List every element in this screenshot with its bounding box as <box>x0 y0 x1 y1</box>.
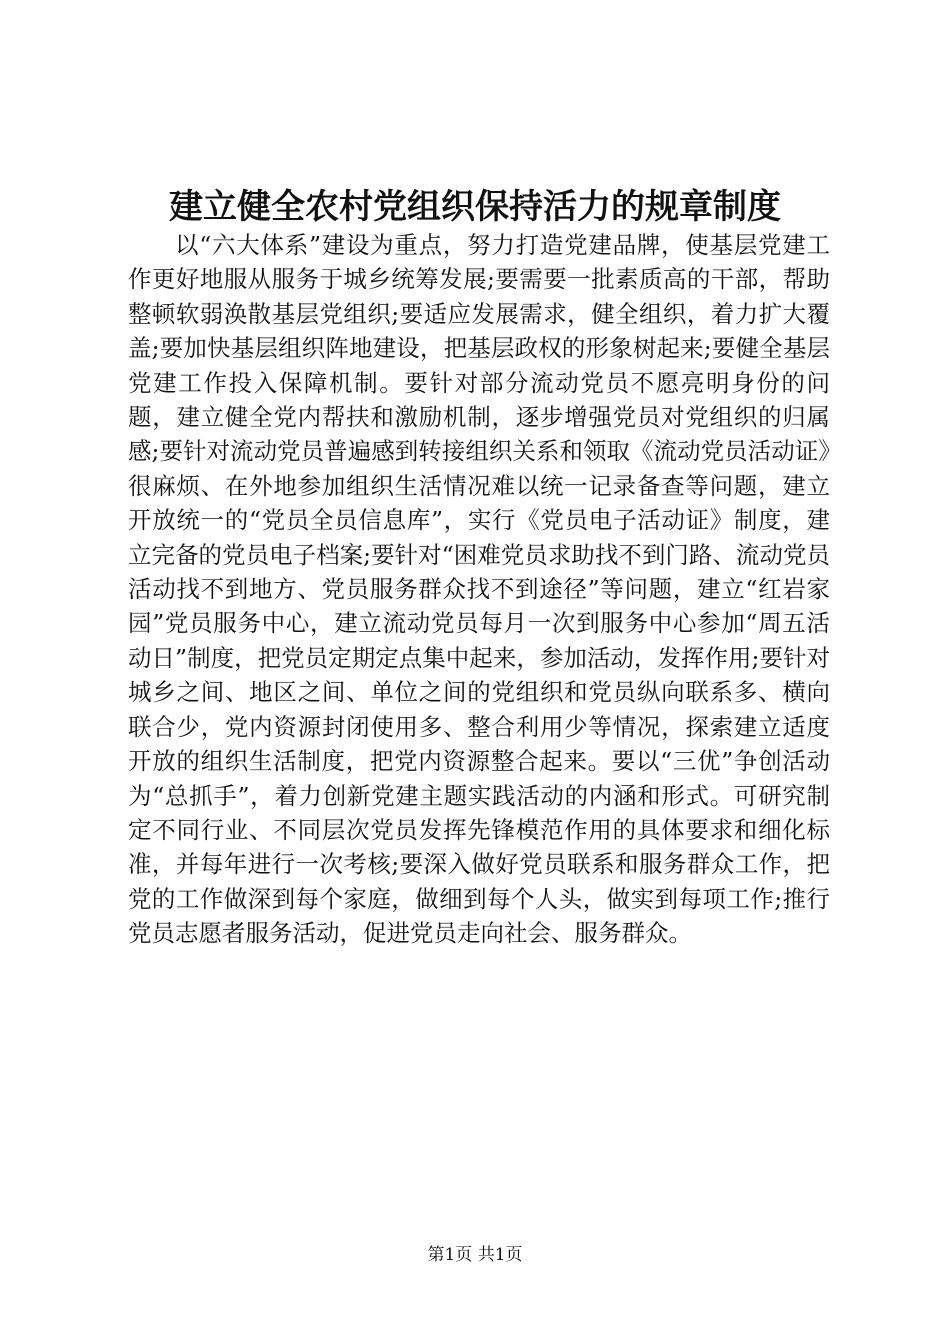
document-body-paragraph: 以“六大体系”建设为重点，努力打造党建品牌，使基层党建工作更好地服从服务于城乡统筹发展;要需要一批素质高的干部，帮助整顿软弱涣散基层党组织;要适应发展需求，健全组织，着力扩大覆盖;要加快基层组织阵地建设，把基层政权的形象树起来;要健全基层党建工作投入保障机制。要针对部分流动党员不愿亮明身份的问题，建立健全党内帮扶和激励机制，逐步增强党员对党组织的归属感;要针对流动党员普遍感到转接组织关系和领取《流动党员活动证》很麻烦、在外地参加组织生活情况难以统一记录备查等问题，建立开放统一的“党员全员信息库”，实行《党员电子活动证》制度，建立完备的党员电子档案;要针对“困难党员求助找不到门路、流动党员活动找不到地方、党员服务群众找不到途径”等问题，建立“红岩家园”党员服务中心，建立流动党员每月一次到服务中心参加“周五活动日”制度，把党员定期定点集中起来，参加活动，发挥作用;要针对城乡之间、地区之间、单位之间的党组织和党员纵向联系多、横向联合少，党内资源封闭使用多、整合利用少等情况，探索建立适度开放的组织生活制度，把党内资源整合起来。要以“三优”争创活动为“总抓手”，着力创新党建主题实践活动的内涵和形式。可研究制定不同行业、不同层次党员发挥先锋模范作用的具体要求和细化标准，并每年进行一次考核;要深入做好党员联系和服务群众工作，把党的工作做深到每个家庭，做细到每个人头，做实到每项工作;推行党员志愿者服务活动，促进党员走向社会、服务群众。 <box>128 231 830 948</box>
document-title: 建立健全农村党组织保持活力的规章制度 <box>169 187 781 227</box>
page-footer: 第1页 共1页 <box>427 1245 523 1265</box>
